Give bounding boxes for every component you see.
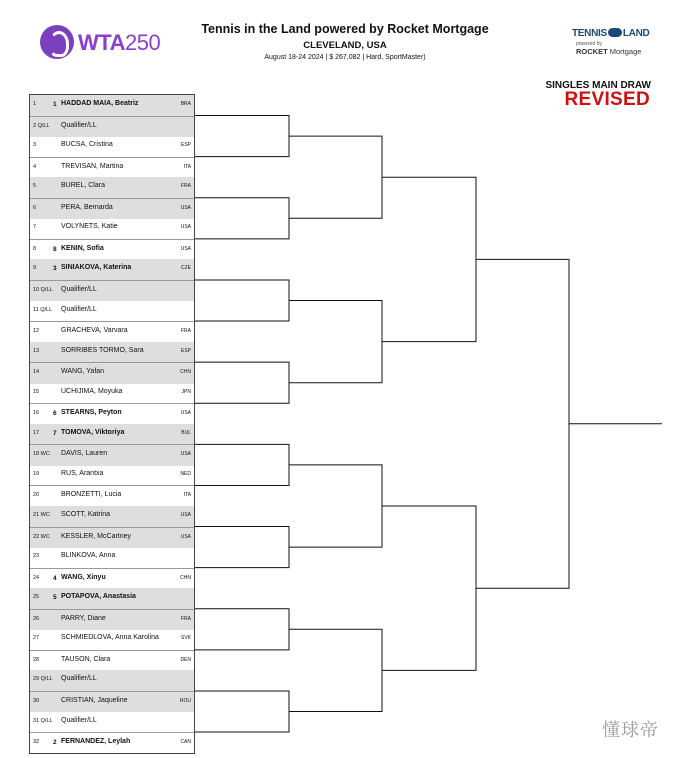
draw-position: 1	[33, 101, 37, 107]
country-code: CZE	[181, 265, 191, 272]
player-name: SINIAKOVA, Katerina	[61, 264, 132, 272]
draw-position: 4	[33, 163, 37, 170]
bracket-connector	[289, 136, 382, 218]
country-code: USA	[180, 204, 191, 211]
country-code: USA	[180, 512, 191, 518]
draw-position: 11 Q/LL	[33, 306, 53, 313]
bracket-connector	[289, 301, 382, 383]
draw-position: 12	[33, 328, 40, 335]
tournament-title: Tennis in the Land powered by Rocket Mortgage	[201, 22, 489, 36]
draw-position: 28	[33, 656, 40, 663]
player-name: FERNANDEZ, Leylah	[61, 738, 131, 746]
sponsor-logo-top: TENNIS LAND	[572, 28, 650, 39]
player-name: SORRIBES TORMO, Sara	[61, 346, 144, 354]
draw-title: SINGLES MAIN DRAW	[545, 80, 651, 91]
draw-position: 26	[33, 615, 40, 622]
player-name: POTAPOVA, Anastasia	[61, 593, 136, 601]
player-name: BUCSA, Cristina	[61, 141, 113, 149]
draw-position: 30	[33, 697, 40, 704]
bracket-connector	[382, 177, 476, 341]
draw-position: 21 WC	[33, 512, 50, 518]
country-code: ESP	[180, 142, 191, 149]
draw-position: 18 WC	[33, 451, 50, 458]
country-code: DEN	[180, 656, 191, 663]
bracket-connector	[382, 506, 476, 670]
sponsor-small: powered by	[576, 41, 602, 47]
player-name: BLINKOVA, Anna	[61, 552, 116, 560]
seed-number: 8	[53, 245, 57, 253]
draw-position: 2 Q/LL	[33, 122, 50, 129]
bracket-connector	[195, 198, 289, 239]
country-code: SVK	[180, 635, 191, 642]
country-code: USA	[180, 451, 191, 458]
seed-number: 4	[53, 574, 57, 582]
bracket-connector	[289, 629, 382, 711]
draw-position: 24	[33, 574, 40, 581]
draw-position: 32	[33, 739, 40, 746]
player-name: TREVISAN, Martina	[61, 162, 124, 170]
bracket-connector	[289, 465, 382, 547]
bracket-connector	[195, 444, 289, 485]
player-name: TAUSON, Clara	[61, 655, 111, 663]
player-name: WANG, Xinyu	[61, 573, 106, 581]
wta-logo-text: WTA250	[78, 30, 161, 55]
draw-position: 13	[33, 347, 40, 354]
bracket-connector	[195, 280, 289, 321]
player-name: Qualifier/LL	[61, 285, 97, 293]
seed-number: 5	[53, 594, 57, 602]
player-name: TOMOVA, Viktoriya	[61, 428, 125, 436]
draw-position: 10 Q/LL	[33, 286, 53, 293]
player-name: DAVIS, Lauren	[61, 450, 108, 458]
draw-position: 8	[33, 245, 37, 252]
player-name: Qualifier/LL	[61, 675, 97, 683]
sponsor-logo-bottom: ROCKET Mortgage	[576, 47, 642, 56]
player-name: Qualifier/LL	[61, 305, 97, 313]
seed-number: 2	[53, 739, 57, 747]
draw-position: 23	[33, 553, 40, 560]
country-code: ITA	[183, 492, 191, 499]
tournament-details: August 18-24 2024 | $ 267,082 | Hard, SportMaster)	[264, 54, 426, 61]
player-name: BRONZETTI, Lucia	[61, 491, 122, 499]
watermark: 懂球帝	[602, 720, 659, 740]
player-name: STEARNS, Peyton	[61, 409, 122, 417]
bracket-connector	[476, 259, 569, 588]
player-name: PARRY, Diane	[61, 614, 106, 622]
player-name: UCHIJIMA, Moyuka	[61, 387, 123, 395]
country-code: USA	[180, 410, 191, 417]
country-code: CHN	[180, 369, 191, 376]
draw-position: 9	[33, 265, 37, 272]
player-name: PERA, Bernarda	[61, 203, 113, 211]
country-code: BUL	[181, 429, 191, 436]
draw-position: 3	[33, 142, 37, 149]
country-code: FRA	[181, 615, 191, 622]
bracket-connector	[195, 527, 289, 568]
bracket-connector	[195, 362, 289, 403]
country-code: ITA	[183, 163, 191, 170]
country-code: USA	[180, 533, 191, 540]
country-code: FRA	[181, 183, 191, 190]
country-code: USA	[180, 224, 191, 231]
draw-position: 27	[33, 635, 40, 642]
revised-label: REVISED	[564, 89, 650, 110]
bracket-connector	[195, 691, 289, 732]
bracket-connector	[195, 116, 289, 157]
draw-position: 16	[33, 410, 40, 417]
country-code: FRA	[181, 328, 191, 335]
player-name: HADDAD MAIA, Beatriz	[61, 100, 139, 107]
player-name: KENIN, Sofia	[61, 244, 104, 252]
player-name: KESSLER, McCartney	[61, 532, 132, 540]
player-name: CRISTIAN, Jaqueline	[61, 696, 128, 704]
draw-position: 29 Q/LL	[33, 676, 53, 683]
player-name: WANG, Yafan	[61, 368, 105, 376]
seed-number: 7	[53, 429, 57, 437]
player-name: GRACHEVA, Varvara	[61, 327, 128, 335]
player-name: Qualifier/LL	[61, 121, 97, 129]
draw-position: 14	[33, 369, 40, 376]
draw-position: 20	[33, 492, 40, 499]
seed-number: 6	[53, 410, 57, 418]
seed-number: 1	[53, 101, 57, 108]
country-code: BRA	[180, 101, 191, 107]
draw-position: 17	[33, 429, 40, 436]
player-name: SCOTT, Katrina	[61, 511, 111, 518]
draw-position: 19	[33, 470, 40, 477]
player-name: SCHMIEDLOVA, Anna Karolina	[61, 634, 159, 642]
draw-position: 5	[33, 183, 37, 190]
country-code: ROU	[179, 697, 191, 704]
country-code: CAN	[180, 739, 191, 746]
country-code: NED	[180, 470, 191, 477]
draw-position: 15	[33, 388, 40, 395]
bracket-connector	[195, 609, 289, 650]
draw-position: 6	[33, 204, 37, 211]
draw-position: 22 WC	[33, 533, 50, 540]
country-code: ESP	[180, 347, 191, 354]
country-code: CHN	[180, 574, 191, 581]
seed-number: 3	[53, 265, 57, 273]
draw-position: 25	[33, 594, 40, 601]
tournament-location: CLEVELAND, USA	[303, 40, 387, 51]
country-code: JPN	[181, 388, 191, 395]
draw-position: 7	[33, 224, 37, 231]
player-name: RUS, Arantxa	[61, 469, 104, 477]
country-code: USA	[180, 245, 191, 252]
player-name: BUREL, Clara	[61, 182, 105, 190]
player-name: Qualifier/LL	[61, 716, 97, 724]
player-name: VOLYNETS, Katie	[61, 223, 118, 231]
draw-position: 31 Q/LL	[33, 717, 53, 724]
